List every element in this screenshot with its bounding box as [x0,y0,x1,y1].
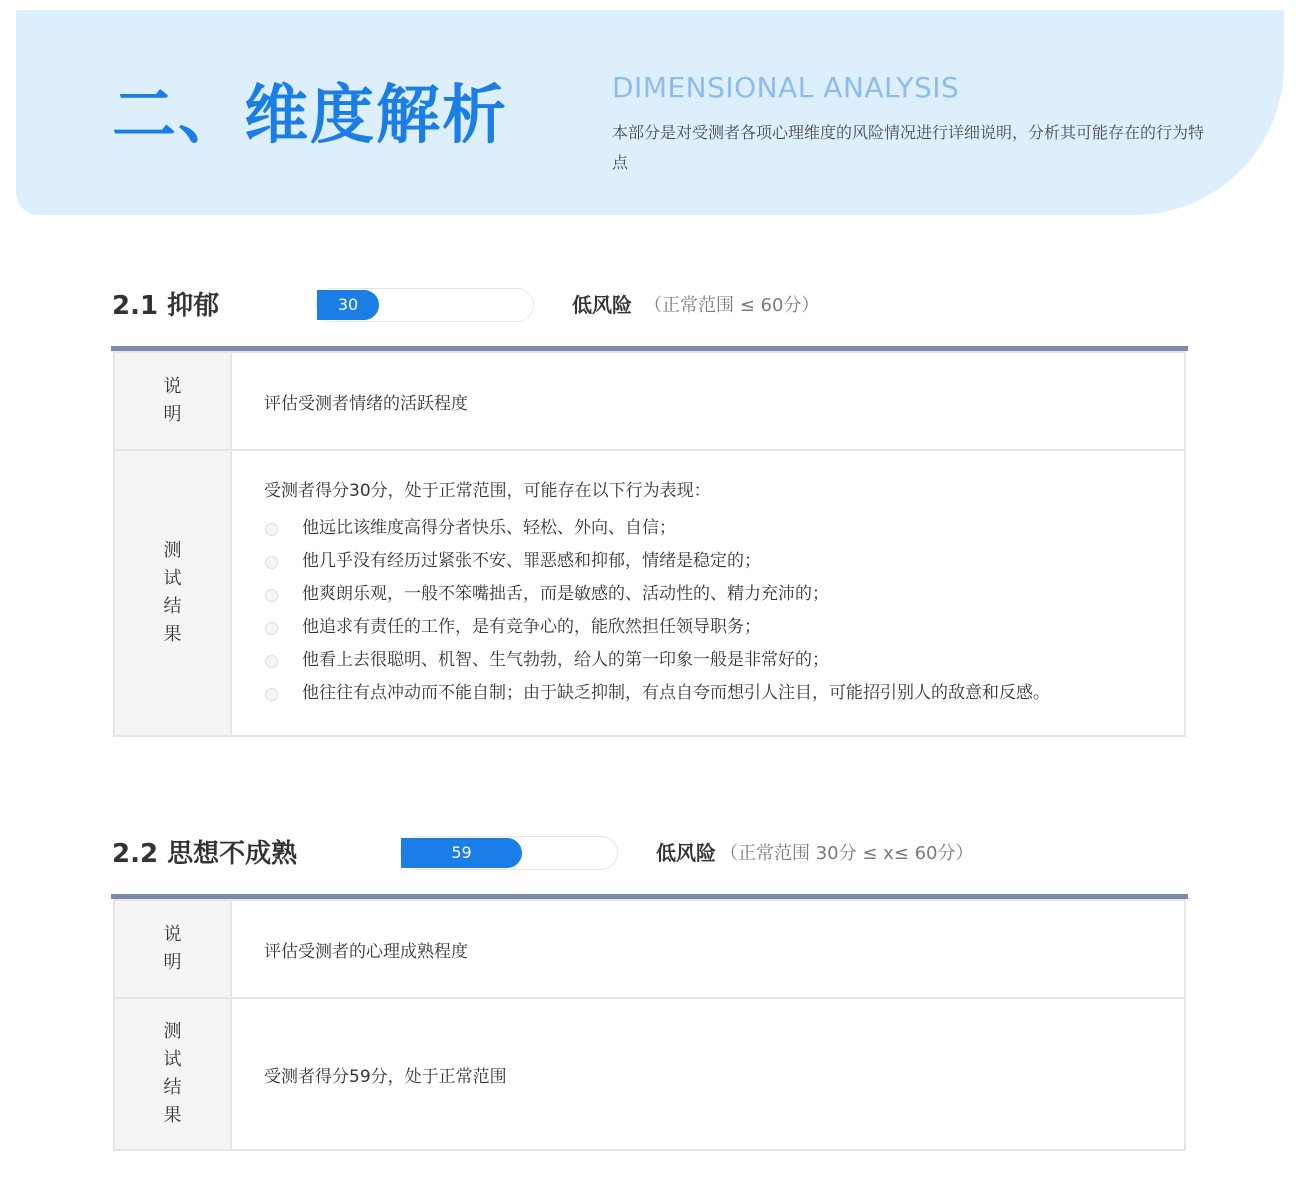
list-item-text: 他远比该维度高得分者快乐、轻松、外向、自信； [302,518,676,538]
risk-level: 低风险 [656,841,716,865]
list-item [264,611,1184,644]
description-text: 评估受测者的心理成熟程度 [231,900,1185,998]
label-char: 果 [163,624,182,645]
table-row [114,900,1185,998]
score-bar-fill: 59 [401,838,522,868]
bullet-circle-icon [265,523,278,536]
score-bar-fill: 30 [317,290,379,320]
section-title: 2.1 抑郁 [112,291,220,321]
list-item [264,512,1184,545]
label-char: 说 [163,924,182,945]
dimension-table [113,351,1186,737]
list-item-text: 他看上去很聪明、机智、生气勃勃，给人的第一印象一般是非常好的； [302,650,829,670]
label-char: 结 [163,596,182,617]
label-char: 明 [163,404,182,425]
label-char: 测 [163,540,182,561]
label-char: 测 [163,1021,182,1042]
result-lead: 受测者得分30分，处于正常范围，可能存在以下行为表现： [264,481,711,501]
list-item-text: 他几乎没有经历过紧张不安、罪恶感和抑郁，情绪是稳定的； [302,551,761,571]
page-description: 本部分是对受测者各项心理维度的风险情况进行详细说明，分析其可能存在的行为特点 [612,123,1205,172]
description-text: 评估受测者情绪的活跃程度 [231,352,1185,450]
row-label [114,900,231,998]
list-item [264,578,1184,611]
normal-range: （正常范围 30分 ≤ x≤ 60分） [720,843,974,864]
row-label [114,998,231,1150]
row-label [114,352,231,450]
label-char: 试 [163,1049,182,1070]
label-char: 说 [163,376,182,397]
table-row [114,352,1185,450]
normal-range: （正常范围 ≤ 60分） [644,295,820,316]
list-item-text: 他追求有责任的工作，是有竞争心的，能欣然担任领导职务； [302,617,761,637]
bullet-circle-icon [265,556,278,569]
list-item [264,677,1184,710]
score-bar [316,288,534,322]
list-item-text: 他往往有点冲动而不能自制；由于缺乏抑制，有点自夸而想引人注目，可能招引别人的敌意和反感。 [302,683,1050,703]
section-title: 2.2 思想不成熟 [112,839,298,869]
label-char: 明 [163,952,182,973]
page-subtitle-en: DIMENSIONAL ANALYSIS [612,71,960,104]
result-list [264,512,1184,710]
row-label [114,450,231,736]
bullet-circle-icon [265,589,278,602]
score-bar [400,836,618,870]
result-cell [231,450,1185,736]
label-char: 果 [163,1105,182,1126]
page-title: 二、维度解析 [112,79,508,153]
bullet-circle-icon [265,655,278,668]
label-char: 试 [163,568,182,589]
list-item [264,644,1184,677]
label-char: 结 [163,1077,182,1098]
list-item [264,545,1184,578]
risk-level: 低风险 [572,293,632,317]
bullet-circle-icon [265,622,278,635]
dimension-table [113,899,1186,1151]
result-lead: 受测者得分59分，处于正常范围 [231,998,1185,1150]
table-row [114,450,1185,736]
table-row [114,998,1185,1150]
bullet-circle-icon [265,688,278,701]
list-item-text: 他爽朗乐观，一般不笨嘴拙舌，而是敏感的、活动性的、精力充沛的； [302,584,829,604]
